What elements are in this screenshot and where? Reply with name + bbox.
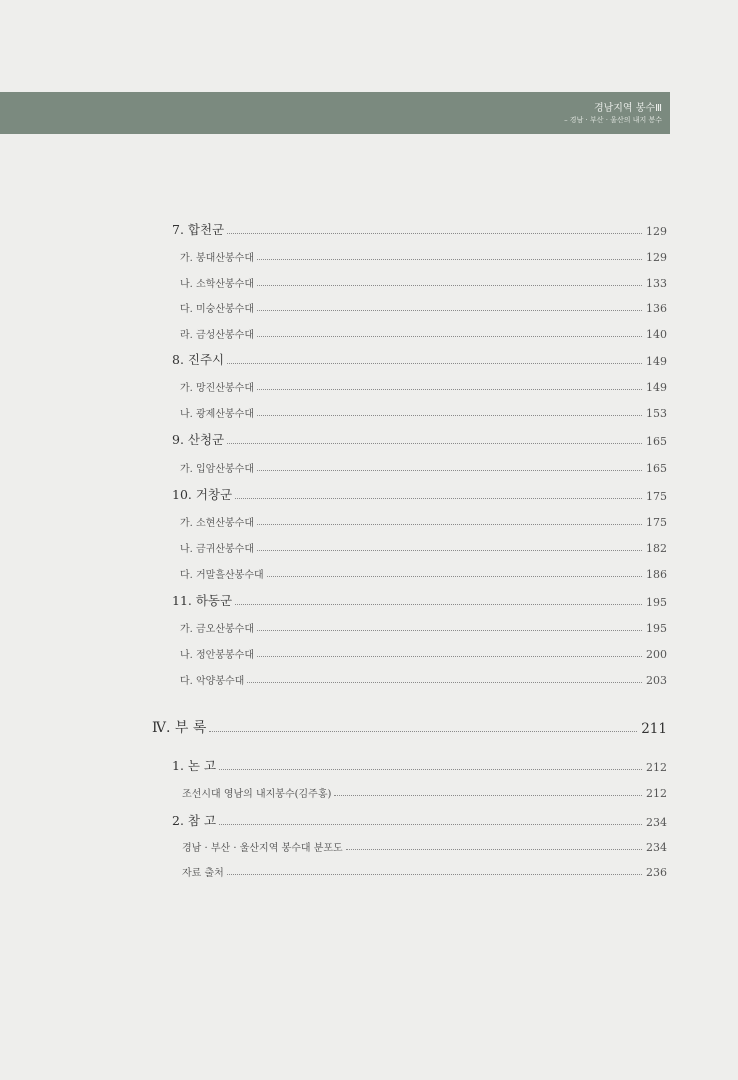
toc-label: 경남 · 부산 · 울산지역 봉수대 분포도: [182, 843, 343, 854]
toc-page: 140: [646, 328, 667, 341]
toc-item[interactable]: [180, 457, 667, 475]
toc-label: 7. 합천군: [172, 222, 225, 237]
leader-dots: [257, 285, 642, 286]
toc-item[interactable]: [180, 563, 667, 581]
toc-section-hapcheon[interactable]: [172, 220, 667, 238]
toc-page: 234: [646, 841, 667, 854]
toc-label: 다. 거말흘산봉수대: [180, 570, 264, 581]
toc-page: 195: [646, 596, 667, 609]
toc-label: 8. 진주시: [172, 352, 225, 367]
toc-page: 212: [646, 787, 667, 800]
toc-label: 가. 망진산봉수대: [180, 383, 254, 394]
leader-dots: [227, 874, 642, 875]
toc-label: 다. 미숭산봉수대: [180, 304, 254, 315]
toc-label: 11. 하동군: [172, 593, 233, 608]
header-band: [0, 92, 670, 134]
toc-item[interactable]: [180, 669, 667, 687]
leader-dots: [235, 604, 642, 605]
toc-item[interactable]: [180, 643, 667, 661]
leader-dots: [257, 656, 642, 657]
toc-page: 200: [646, 648, 667, 661]
leader-dots: [227, 443, 642, 444]
toc-label: 1. 논 고: [172, 758, 217, 773]
leader-dots: [219, 769, 642, 770]
toc-page: 203: [646, 674, 667, 687]
leader-dots: [257, 310, 642, 311]
toc-item[interactable]: [180, 511, 667, 529]
toc-item[interactable]: [180, 323, 667, 341]
toc-page: 182: [646, 542, 667, 555]
toc-section-geochang[interactable]: [172, 485, 667, 503]
book-title: 경남지역 봉수Ⅲ: [593, 103, 662, 114]
toc-page: 149: [646, 355, 667, 368]
leader-dots: [267, 576, 642, 577]
toc-page: 136: [646, 302, 667, 315]
leader-dots: [257, 550, 642, 551]
leader-dots: [227, 233, 642, 234]
toc-label: Ⅳ. 부 록: [152, 720, 207, 736]
toc-page: 195: [646, 622, 667, 635]
toc-label: 가. 입암산봉수대: [180, 464, 254, 475]
toc-label: 9. 산청군: [172, 432, 225, 447]
toc-page: 165: [646, 435, 667, 448]
toc-page: 234: [646, 816, 667, 829]
toc-item[interactable]: [180, 246, 667, 264]
toc-label: 가. 금오산봉수대: [180, 624, 254, 635]
toc-label: 조선시대 영남의 내지봉수(김주홍): [182, 789, 332, 800]
toc-page: 212: [646, 761, 667, 774]
toc-item[interactable]: [182, 861, 667, 879]
toc-label: 10. 거창군: [172, 487, 233, 502]
toc-part-appendix[interactable]: [152, 717, 667, 737]
leader-dots: [257, 415, 642, 416]
leader-dots: [257, 470, 642, 471]
leader-dots: [235, 498, 642, 499]
toc-item[interactable]: [180, 272, 667, 290]
toc-section-thesis[interactable]: [172, 756, 667, 774]
toc-page: 165: [646, 462, 667, 475]
toc-label: 나. 광제산봉수대: [180, 409, 254, 420]
toc-item[interactable]: [182, 782, 667, 800]
leader-dots: [247, 682, 642, 683]
toc-section-reference[interactable]: [172, 811, 667, 829]
toc-item[interactable]: [180, 376, 667, 394]
toc-page: 129: [646, 225, 667, 238]
leader-dots: [257, 259, 642, 260]
leader-dots: [257, 524, 642, 525]
toc-label: 나. 금귀산봉수대: [180, 544, 254, 555]
toc-page: 129: [646, 251, 667, 264]
leader-dots: [219, 824, 642, 825]
leader-dots: [227, 363, 642, 364]
leader-dots: [257, 630, 642, 631]
toc-page: 186: [646, 568, 667, 581]
toc-label: 자료 출처: [182, 868, 224, 879]
leader-dots: [209, 731, 637, 732]
toc-item[interactable]: [180, 537, 667, 555]
book-subtitle: – 경남 · 부산 · 울산의 내지 봉수: [564, 116, 662, 124]
leader-dots: [334, 795, 642, 796]
toc-section-hadong[interactable]: [172, 591, 667, 609]
leader-dots: [346, 849, 642, 850]
toc-section-jinju[interactable]: [172, 350, 667, 368]
toc-label: 나. 정안봉봉수대: [180, 650, 254, 661]
toc-label: 2. 참 고: [172, 813, 217, 828]
toc-item[interactable]: [180, 617, 667, 635]
toc-page: 175: [646, 490, 667, 503]
toc-item[interactable]: [180, 402, 667, 420]
toc-item[interactable]: [182, 836, 667, 854]
toc-page: 149: [646, 381, 667, 394]
toc-page: 133: [646, 277, 667, 290]
toc-page: 153: [646, 407, 667, 420]
toc-page: 236: [646, 866, 667, 879]
toc-label: 가. 소현산봉수대: [180, 518, 254, 529]
toc-label: 라. 금성산봉수대: [180, 330, 254, 341]
leader-dots: [257, 336, 642, 337]
toc-label: 나. 소학산봉수대: [180, 279, 254, 290]
toc-label: 다. 악양봉수대: [180, 676, 245, 687]
toc-label: 가. 봉대산봉수대: [180, 253, 254, 264]
toc-page: 211: [641, 721, 667, 737]
toc-page: 175: [646, 516, 667, 529]
toc-item[interactable]: [180, 297, 667, 315]
toc-section-sancheong[interactable]: [172, 430, 667, 448]
leader-dots: [257, 389, 642, 390]
